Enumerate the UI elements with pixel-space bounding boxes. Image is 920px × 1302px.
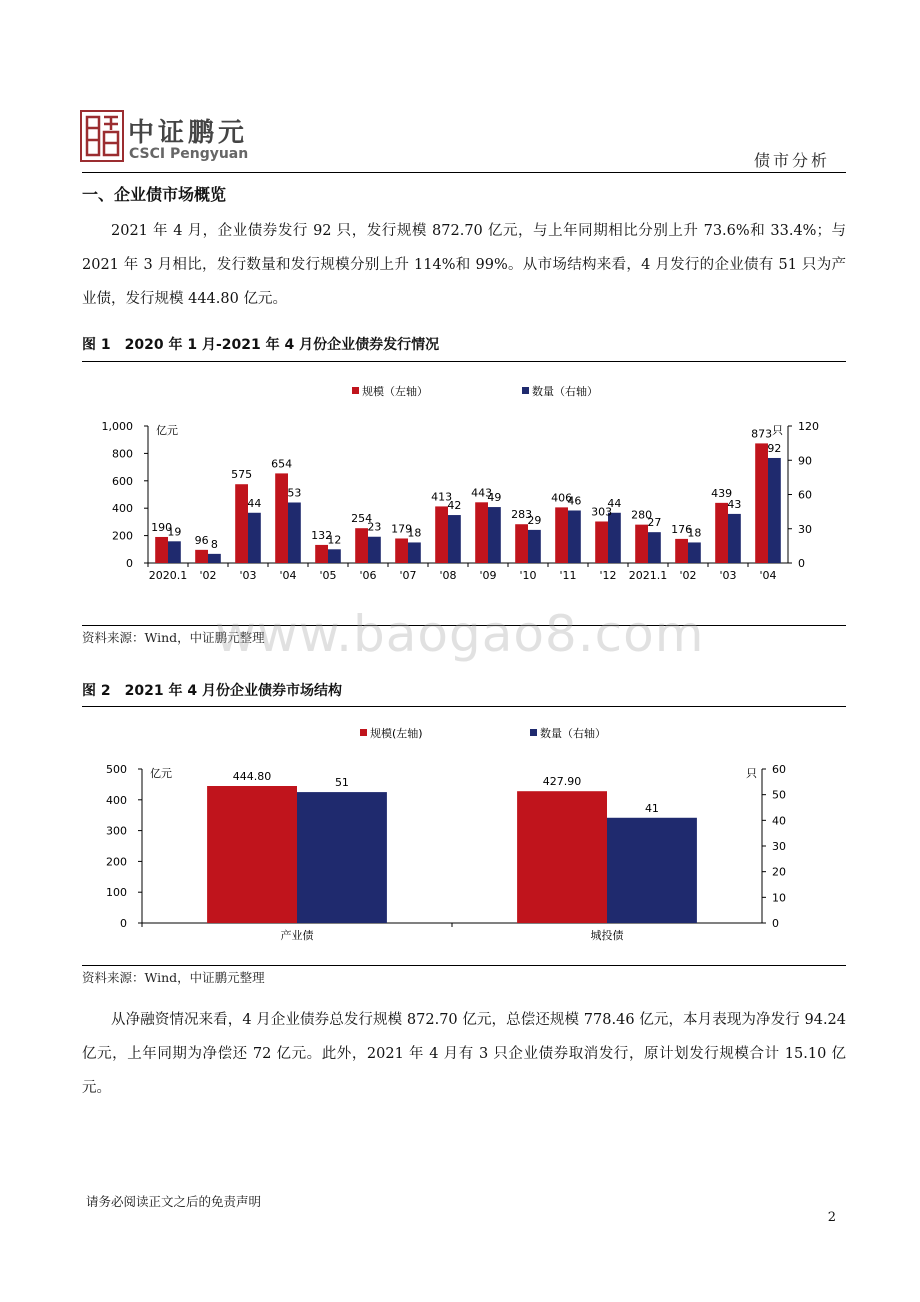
bar-count xyxy=(168,541,181,563)
data-label-count: 8 xyxy=(210,537,218,551)
y-left-tick-label: 0 xyxy=(120,917,127,930)
data-label-count: 46 xyxy=(567,494,582,508)
bar-count xyxy=(208,554,221,563)
y-right-tick-label: 120 xyxy=(798,420,819,433)
bar-count xyxy=(528,530,541,563)
data-label-count: 43 xyxy=(727,497,742,511)
y-left-tick-label: 800 xyxy=(112,447,133,461)
y-left-tick-label: 300 xyxy=(106,824,127,838)
data-label-count: 18 xyxy=(407,526,422,540)
legend-swatch-scale xyxy=(352,387,359,394)
x-tick-label: '09 xyxy=(479,569,497,582)
y-left-tick-label: 0 xyxy=(126,557,133,570)
x-tick-label: '10 xyxy=(519,569,537,582)
y-right-tick-label: 60 xyxy=(798,488,812,502)
bar-count xyxy=(288,502,301,563)
legend-swatch-scale xyxy=(360,729,367,736)
bar-count xyxy=(728,514,741,563)
data-label-count: 51 xyxy=(334,776,349,790)
data-label-scale: 283 xyxy=(511,508,533,522)
data-label-count: 27 xyxy=(647,516,662,530)
page-number: 2 xyxy=(827,1210,836,1225)
y-left-axis-label: 亿元 xyxy=(150,767,172,780)
data-label-count: 44 xyxy=(607,496,622,510)
bar-scale xyxy=(275,473,288,563)
y-right-axis-label: 只 xyxy=(746,767,757,780)
data-label-scale: 190 xyxy=(151,520,173,534)
data-label-scale: 303 xyxy=(591,505,613,519)
intro-paragraph: 2021 年 4 月，企业债券发行 92 只，发行规模 872.70 亿元，与上年同期相比分别上升 73.6%和 33.4%；与 2021 年 3 月相比，发行数量和发行规模分别上升 114%和 99%。从市场结构来看，4 月发行的企业债有 51 只为产业债，发行规模 444.80 亿元。 xyxy=(82,223,846,307)
data-label-scale: 873 xyxy=(751,427,773,441)
header-divider xyxy=(82,172,846,173)
data-label-count: 23 xyxy=(367,520,382,534)
x-tick-label: '05 xyxy=(319,569,337,582)
legend-label-scale: 规模(左轴) xyxy=(370,727,423,740)
data-label-scale: 439 xyxy=(711,486,733,500)
bar-count xyxy=(248,513,261,563)
x-tick-label: '04 xyxy=(279,569,297,582)
bar-scale xyxy=(675,539,688,563)
y-left-tick-label: 400 xyxy=(112,502,133,516)
bar-scale xyxy=(395,538,408,563)
bar-scale xyxy=(515,524,528,563)
bar-count xyxy=(328,549,341,563)
data-label-count: 44 xyxy=(247,496,262,510)
disclaimer-note: 请务必阅读正文之后的免责声明 xyxy=(86,1194,262,1209)
figure-2-title: 图 2 2021 年 4 月份企业债券市场结构 xyxy=(82,683,342,699)
x-tick-label: '02 xyxy=(199,569,217,582)
data-label-scale: 443 xyxy=(471,486,493,500)
y-right-tick-label: 40 xyxy=(772,814,786,828)
bar-count xyxy=(297,792,387,923)
legend-label-scale: 规模（左轴） xyxy=(362,385,428,398)
figure-2-source: 资料来源：Wind，中证鹏元整理 xyxy=(82,970,265,985)
bar-scale xyxy=(195,550,208,563)
y-right-tick-label: 10 xyxy=(772,891,786,905)
x-tick-label: '03 xyxy=(239,569,257,582)
bar-count xyxy=(488,507,501,563)
figure-1-source: 资料来源：Wind，中证鹏元整理 xyxy=(82,630,265,645)
data-label-count: 53 xyxy=(287,486,302,500)
legend-swatch-count xyxy=(522,387,529,394)
document-type: 债市分析 xyxy=(753,151,830,170)
y-right-tick-label: 30 xyxy=(772,840,786,853)
y-right-tick-label: 90 xyxy=(798,454,812,468)
x-tick-label: 2020.1 xyxy=(148,569,188,582)
figure-1-title: 图 1 2020 年 1 月-2021 年 4 月份企业债券发行情况 xyxy=(82,337,440,353)
bar-count xyxy=(648,532,661,563)
y-left-tick-label: 500 xyxy=(106,763,127,776)
data-label-count: 42 xyxy=(447,499,462,513)
y-left-tick-label: 1,000 xyxy=(101,420,133,433)
seal-logo-icon xyxy=(80,110,124,162)
y-left-tick-label: 200 xyxy=(112,529,133,543)
figure-2-chart xyxy=(82,707,846,965)
x-tick-label: '03 xyxy=(719,569,737,582)
data-label-count: 41 xyxy=(644,801,659,815)
y-right-tick-label: 0 xyxy=(772,917,779,930)
legend-label-count: 数量（右轴） xyxy=(532,385,598,398)
figure-1-chart xyxy=(82,362,846,624)
y-right-tick-label: 0 xyxy=(798,557,805,570)
y-right-tick-label: 60 xyxy=(772,763,786,776)
legend-label-count: 数量（右轴） xyxy=(540,727,606,740)
bar-scale xyxy=(517,791,607,923)
x-tick-label: 2021.1 xyxy=(628,569,668,582)
y-left-axis-label: 亿元 xyxy=(156,424,178,437)
data-label-scale: 444.80 xyxy=(232,770,272,784)
bar-scale xyxy=(475,502,488,563)
bar-count xyxy=(568,510,581,563)
data-label-count: 49 xyxy=(487,491,502,505)
brand-name-cn: 中证鹏元 xyxy=(128,118,249,148)
data-label-count: 12 xyxy=(327,533,342,547)
watermark: www.baogao8.com xyxy=(215,605,705,663)
bar-scale xyxy=(715,503,728,563)
x-tick-label: '02 xyxy=(679,569,697,582)
section-title: 一、企业债市场概览 xyxy=(82,185,227,204)
x-tick-label: '07 xyxy=(399,569,417,582)
bar-count xyxy=(408,542,421,563)
net-financing-paragraph: 从净融资情况来看，4 月企业债券总发行规模 872.70 亿元，总偿还规模 778.46 亿元，本月表现为净发行 94.24 亿元，上年同期为净偿还 72 亿元。此外，2021 年 4 月有 3 只企业债券取消发行，原计划发行规模合计 15.10 亿元。 xyxy=(82,1012,846,1096)
data-label-scale: 280 xyxy=(631,508,653,522)
legend-swatch-count xyxy=(530,729,537,736)
x-tick-label: 城投债 xyxy=(590,929,624,942)
data-label-count: 92 xyxy=(767,441,782,455)
bar-scale xyxy=(315,545,328,563)
data-label-count: 29 xyxy=(527,513,542,527)
figure-2-bottom-rule xyxy=(82,965,846,966)
data-label-scale: 427.90 xyxy=(542,775,582,789)
y-right-tick-label: 50 xyxy=(772,788,786,802)
bar-scale xyxy=(755,443,768,563)
data-label-count: 19 xyxy=(167,525,182,539)
bar-count xyxy=(368,537,381,563)
bar-scale xyxy=(595,521,608,563)
x-tick-label: 产业债 xyxy=(280,929,314,942)
x-tick-label: '04 xyxy=(759,569,777,582)
x-tick-label: '08 xyxy=(439,569,457,582)
bar-scale xyxy=(355,528,368,563)
bar-count xyxy=(448,515,461,563)
data-label-scale: 132 xyxy=(311,528,333,542)
bar-scale xyxy=(155,537,168,563)
x-tick-label: '12 xyxy=(599,569,617,582)
x-tick-label: '06 xyxy=(359,569,377,582)
data-label-scale: 654 xyxy=(271,457,293,471)
data-label-scale: 96 xyxy=(194,533,209,547)
y-right-axis-label: 只 xyxy=(772,424,783,437)
bar-count xyxy=(607,818,697,923)
data-label-count: 18 xyxy=(687,526,702,540)
bar-scale xyxy=(435,506,448,563)
y-left-tick-label: 200 xyxy=(106,855,127,869)
x-tick-label: '11 xyxy=(559,569,577,582)
y-left-tick-label: 100 xyxy=(106,886,127,900)
data-label-scale: 179 xyxy=(391,522,413,536)
bar-count xyxy=(608,513,621,563)
bar-scale xyxy=(555,507,568,563)
bar-count xyxy=(688,542,701,563)
y-left-tick-label: 400 xyxy=(106,793,127,807)
bar-scale xyxy=(235,484,248,563)
data-label-scale: 406 xyxy=(551,491,573,505)
data-label-scale: 413 xyxy=(431,490,453,504)
bar-count xyxy=(768,458,781,563)
data-label-scale: 176 xyxy=(671,522,693,536)
y-right-tick-label: 30 xyxy=(798,522,812,536)
data-label-scale: 254 xyxy=(351,512,373,526)
data-label-scale: 575 xyxy=(231,468,253,482)
y-left-tick-label: 600 xyxy=(112,474,133,488)
bar-scale xyxy=(207,786,297,923)
brand-name-en: CSCI Pengyuan xyxy=(129,146,249,162)
bar-scale xyxy=(635,525,648,563)
y-right-tick-label: 20 xyxy=(772,865,786,879)
